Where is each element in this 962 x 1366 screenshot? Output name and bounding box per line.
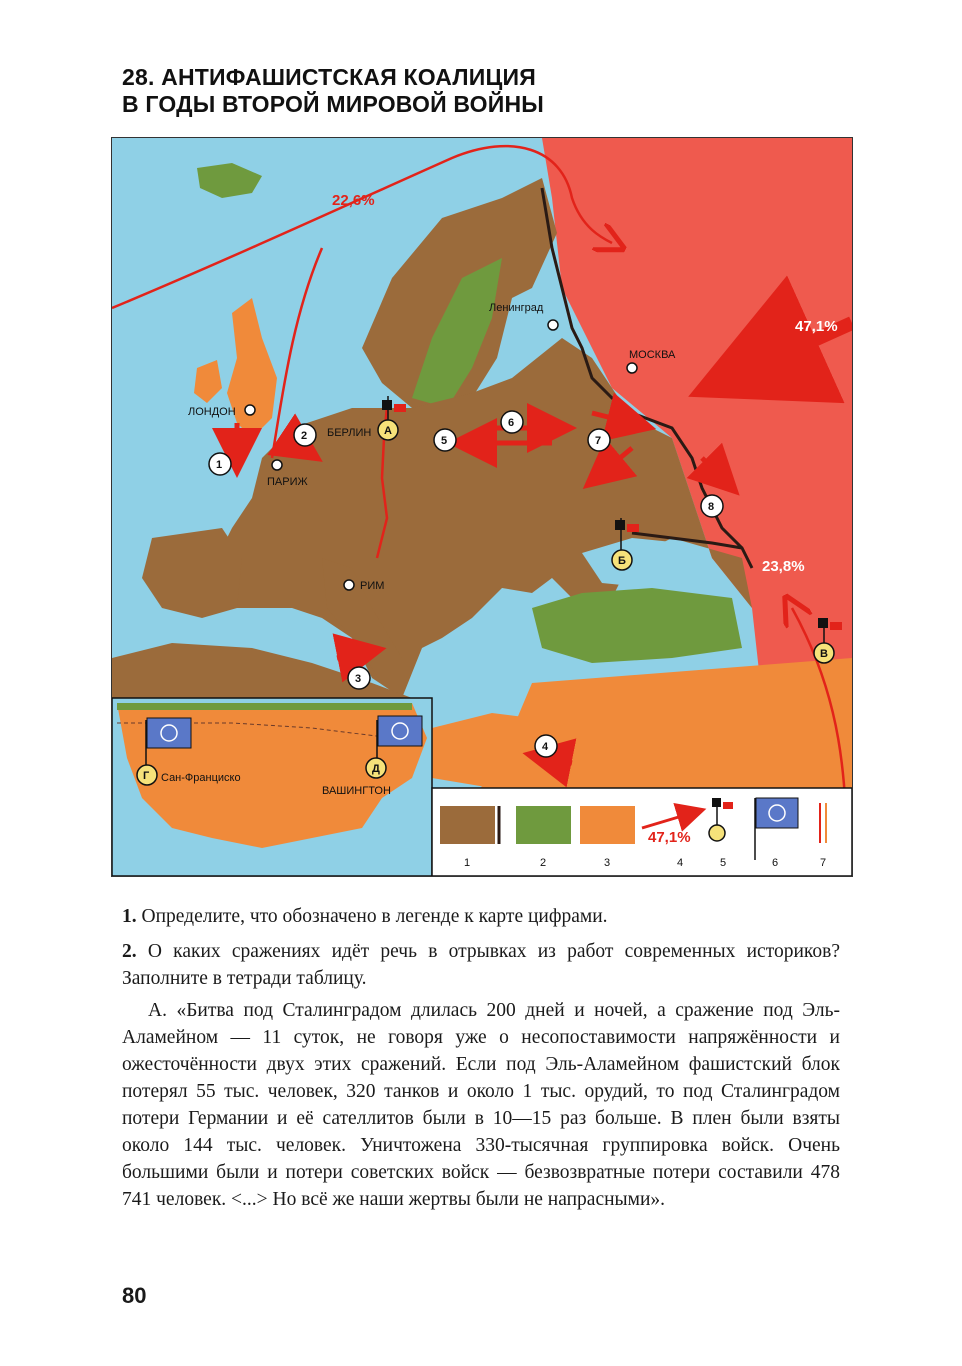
question-1	[122, 903, 840, 930]
label-london: ЛОНДОН	[188, 406, 236, 418]
map	[111, 137, 853, 877]
legend-num-4: 4	[677, 857, 684, 869]
marker-G: Г	[143, 770, 150, 782]
marker-3: 3	[355, 673, 362, 685]
question-2-text: О каких сражениях идёт речь в отрывках из работ современных историков? Заполните в тетради таблицу.	[122, 941, 840, 989]
map-svg	[112, 138, 852, 876]
title-line-1: 28. АНТИФАШИСТСКАЯ КОАЛИЦИЯ	[122, 64, 536, 90]
label-leningrad: Ленинград	[489, 302, 544, 314]
legend-num-3: 3	[604, 857, 611, 869]
passage-a: А. «Битва под Сталинградом длилась 200 дней и ночей, а сражение под Эль-Аламейном — 11 суток, не говоря уже о несопоставимости напряжённости и ожесточённости двух этих сражений. Если под Эль-Аламейном фашистский блок потерял 55 тыс. человек, 320 танков и около 1 тыс. орудий, то под Сталинградом потери Германии и её сателлитов были в 10—15 раз больше. В плен были взяты около 144 тыс. человек. Уничтожена 330-тысячная группировка войск. Очень большими были и потери советских войск — безвозвратные потери составили 478 741 человек. <...> Но всё же наши жертвы были не напрасными».	[122, 1000, 840, 1210]
label-berlin: БЕРЛИН	[327, 427, 372, 439]
marker-1: 1	[216, 459, 223, 471]
legend-pct: 47,1%	[648, 829, 691, 846]
legend-num-1: 1	[464, 857, 471, 869]
marker-D: Д	[372, 763, 380, 775]
marker-6: 6	[508, 417, 515, 429]
marker-B: Б	[618, 555, 626, 567]
legend-num-2: 2	[540, 857, 547, 869]
title-line-2: В ГОДЫ ВТОРОЙ МИРОВОЙ ВОЙНЫ	[122, 91, 545, 117]
page-number: 80	[122, 1283, 147, 1308]
turkey	[532, 588, 742, 663]
page-title	[122, 64, 822, 118]
label-moscow: МОСКВА	[629, 349, 676, 361]
legend-num-6: 6	[772, 857, 779, 869]
question-1-number: 1.	[122, 906, 137, 927]
marker-7: 7	[595, 435, 602, 447]
marker-A: А	[384, 425, 392, 437]
label-san-francisco: Сан-Франциско	[161, 772, 241, 784]
marker-2: 2	[301, 430, 308, 442]
pct-east: 47,1%	[795, 318, 838, 335]
label-paris: ПАРИЖ	[267, 476, 308, 488]
marker-4: 4	[542, 741, 549, 753]
marker-8: 8	[708, 501, 715, 513]
marker-5: 5	[441, 435, 448, 447]
legend-num-5: 5	[720, 857, 727, 869]
marker-V: В	[820, 648, 828, 660]
pct-south: 23,8%	[762, 558, 805, 575]
label-washington: ВАШИНГТОН	[322, 785, 391, 797]
label-rome: РИМ	[360, 580, 385, 592]
legend-num-7: 7	[820, 857, 827, 869]
pct-north: 22,6%	[332, 192, 375, 209]
question-1-text: Определите, что обозначено в легенде к карте цифрами.	[136, 906, 608, 927]
question-2-number: 2.	[122, 941, 137, 962]
legend	[432, 788, 852, 876]
question-2	[122, 938, 840, 992]
